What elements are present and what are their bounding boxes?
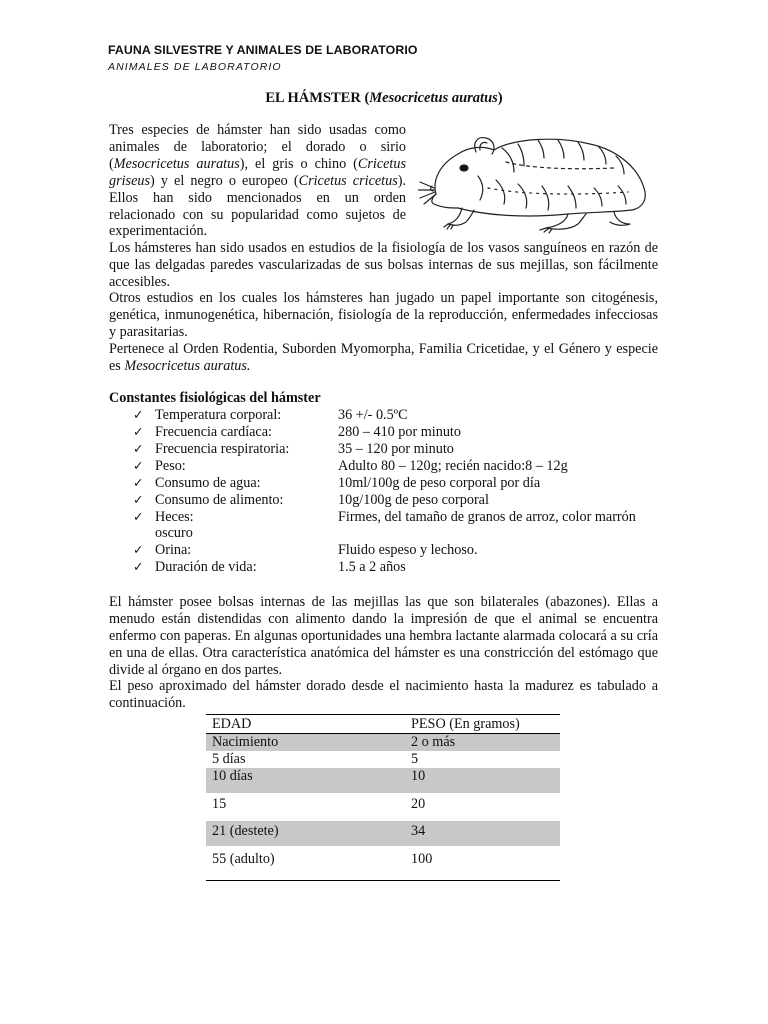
- constant-label: Duración de vida:: [155, 559, 257, 575]
- table-cell-age: Nacimiento: [206, 734, 405, 751]
- constants-title: Constantes fisiológicas del hámster: [109, 390, 321, 406]
- constant-value: Firmes, del tamaño de granos de arroz, color marrón: [338, 509, 636, 525]
- table-row: [206, 734, 560, 751]
- intro-species-1: Mesocricetus auratus: [113, 155, 240, 172]
- constant-value: 35 – 120 por minuto: [338, 441, 454, 457]
- constant-label: Orina:: [155, 542, 192, 558]
- table-row: [206, 821, 560, 846]
- header-subtitle: ANIMALES DE LABORATORIO: [108, 61, 282, 73]
- table-cell-age: 5 días: [212, 750, 246, 767]
- constant-value: Fluido espeso y lechoso.: [338, 542, 478, 558]
- hamster-illustration-icon: [418, 128, 650, 236]
- constant-continuation: oscuro: [155, 525, 193, 541]
- constant-label: Heces:: [155, 509, 194, 525]
- table-row: [206, 768, 560, 793]
- constant-value: 10ml/100g de peso corporal por día: [338, 475, 541, 491]
- table-cell-weight: 10: [405, 768, 560, 793]
- constant-label: Peso:: [155, 458, 186, 474]
- intro-species-2: Cricetus griseus: [109, 155, 406, 189]
- constant-row: [133, 542, 663, 559]
- table-cell-age: 21 (destete): [206, 821, 405, 846]
- intro-text-1: Tres especies de hámster han sido usadas como animales de laboratorio; el dorado o sirio (: [109, 122, 406, 172]
- page-title: [0, 90, 768, 107]
- intro-species-3: Cricetus cricetus: [298, 172, 398, 189]
- table-cell-weight: 20: [411, 795, 426, 812]
- table-cell-weight: 100: [405, 846, 560, 881]
- constant-row: [133, 559, 663, 576]
- checkmark-icon: ✓: [133, 492, 144, 507]
- table-row: [206, 846, 560, 881]
- constant-value: 280 – 410 por minuto: [338, 424, 461, 440]
- table-cell-age: 10 días: [206, 768, 405, 793]
- checkmark-icon: ✓: [133, 407, 144, 422]
- table-cell-weight: 2 o más: [405, 734, 560, 751]
- constant-row: [133, 441, 663, 458]
- intro-text-4: ). Ellos han sido mencionados en un orden relacionado con su popularidad como sujetos de experimentación.: [109, 172, 406, 240]
- constant-value: 10g/100g de peso corporal: [338, 492, 489, 508]
- intro-text-2: ), el gris o chino (: [239, 155, 358, 172]
- paragraph-studies: Otros estudios en los cuales los hámsteres han jugado un papel importante son citogénesis, genética, inmunogenética, hibernación, fisiología de la reproducción, enfermedades infecciosas y parasitarias.: [109, 290, 658, 340]
- table-row: [206, 751, 560, 768]
- weight-table: [206, 714, 560, 881]
- checkmark-icon: ✓: [133, 424, 144, 439]
- table-header-weight: PESO (En gramos): [405, 715, 560, 734]
- constant-row: [133, 475, 663, 492]
- table-cell-weight: 5: [411, 750, 419, 767]
- paragraph-cheek-pouches: El hámster posee bolsas internas de las mejillas las que son bilaterales (abazones). Ellas a menudo están distendidas con alimento dando la impresión de que el animal se encuentra enfermo con paperas. En algunas oportunidades una hembra lactante alarmada colocará a su cría en una de ellas. Otra característica anatómica del hámster es una constricción del estómago que divide al órgano en dos partes.: [109, 594, 658, 678]
- intro-text-3: ) y el negro o europeo (: [150, 172, 299, 189]
- constant-label: Frecuencia cardíaca:: [155, 424, 272, 440]
- constant-label: Temperatura corporal:: [155, 407, 282, 423]
- constant-value: Adulto 80 – 120g; recién nacido:8 – 12g: [338, 458, 568, 474]
- constant-value: 36 +/- 0.5ºC: [338, 407, 408, 423]
- constant-row: [133, 424, 663, 441]
- constant-row: [133, 407, 663, 424]
- table-header-age: EDAD: [206, 715, 405, 734]
- constant-row: [133, 509, 663, 526]
- taxonomy-text: Pertenece al Orden Rodentia, Suborden Myomorpha, Familia Cricetidae, y el Género y especie es: [109, 341, 658, 374]
- table-cell-age: 55 (adulto): [206, 846, 405, 881]
- title-species: Mesocricetus auratus: [369, 90, 498, 106]
- title-main: EL HÁMSTER (: [265, 90, 370, 106]
- checkmark-icon: ✓: [133, 458, 144, 473]
- constant-label: Frecuencia respiratoria:: [155, 441, 290, 457]
- constant-label: Consumo de agua:: [155, 475, 261, 491]
- table-cell-weight: 34: [405, 821, 560, 846]
- table-cell-age: 15: [212, 795, 227, 812]
- checkmark-icon: ✓: [133, 475, 144, 490]
- header-course: FAUNA SILVESTRE Y ANIMALES DE LABORATORIO: [108, 43, 418, 57]
- checkmark-icon: ✓: [133, 441, 144, 456]
- paragraph-vessels: Los hámsteres han sido usados en estudios de la fisiología de los vasos sanguíneos en razón de que las delgadas paredes vascularizadas de sus bolsas internas de sus mejillas, son fácilmente accesibles.: [109, 240, 658, 290]
- paragraph-taxonomy: [109, 341, 658, 375]
- constant-label: Consumo de alimento:: [155, 492, 284, 508]
- constant-value: 1.5 a 2 años: [338, 559, 406, 575]
- constant-row: [133, 458, 663, 475]
- table-row: [206, 793, 560, 821]
- title-close: ): [497, 90, 503, 106]
- intro-paragraph: [109, 122, 406, 240]
- taxonomy-species: Mesocricetus auratus.: [124, 357, 251, 374]
- checkmark-icon: ✓: [133, 559, 144, 574]
- checkmark-icon: ✓: [133, 542, 144, 557]
- checkmark-icon: ✓: [133, 509, 144, 524]
- constant-row: [133, 492, 663, 509]
- table-header-row: [206, 715, 560, 734]
- paragraph-weight-intro: El peso aproximado del hámster dorado desde el nacimiento hasta la madurez es tabulado a continuación.: [109, 678, 658, 711]
